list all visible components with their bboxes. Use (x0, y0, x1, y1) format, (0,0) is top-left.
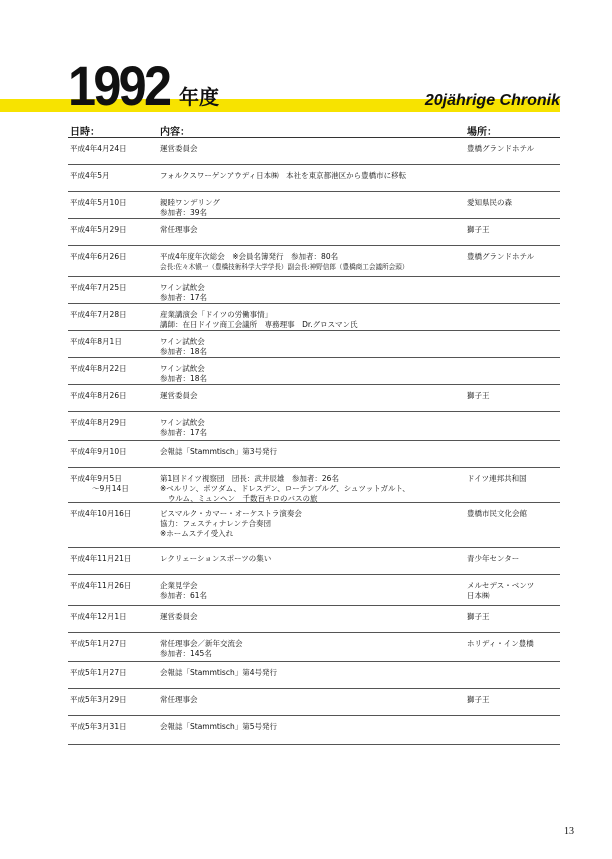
row-content-line: 会長:佐々木愼一（豊橋技術科学大学学長）副会長:神野信郎（豊橋商工会議所会頭） (160, 263, 409, 271)
row-date (70, 252, 127, 262)
row-content-line: 運営委員会 (160, 612, 198, 621)
row-content-line: 第1回ドイツ視察団 団長：武井辰雄 参加者：26名 (160, 474, 339, 483)
table-row (68, 277, 560, 304)
row-content-line: ワイン試飲会 (160, 283, 205, 292)
table-row (68, 385, 560, 412)
row-content (160, 198, 220, 218)
row-place (467, 474, 527, 484)
row-date (70, 310, 127, 320)
row-content-line: ワイン試飲会 (160, 337, 205, 346)
row-place-line: ドイツ連邦共和国 (467, 474, 527, 483)
row-date (70, 581, 131, 591)
row-place-line: 豊橋グランドホテル (467, 144, 535, 153)
row-place (467, 252, 534, 262)
column-header-row (68, 121, 560, 138)
row-date-text: 平成4年8月1日 (70, 337, 122, 346)
row-date (70, 668, 127, 678)
row-place (467, 198, 512, 208)
row-content-line: 参加者：17名 (160, 428, 208, 437)
row-content-line: 会報誌「Stammtisch」第3号発行 (160, 447, 277, 456)
table-row (68, 138, 560, 165)
row-content (160, 474, 410, 504)
table-row (68, 716, 560, 745)
row-date-text: 平成5年1月27日 (70, 639, 127, 648)
chronicle-table (68, 138, 560, 745)
row-date (70, 612, 127, 622)
row-date (70, 144, 127, 154)
row-date (70, 722, 127, 732)
row-date-text: 平成4年7月28日 (70, 310, 127, 319)
row-place-line: 獅子王 (467, 225, 490, 234)
table-row (68, 606, 560, 633)
column-header-content: 内容： (160, 127, 190, 138)
row-content (160, 509, 302, 539)
row-content-line: フォルクスワーゲンアウディ日本㈱ 本社を東京都港区から豊橋市に移転 (160, 171, 407, 180)
row-content (160, 283, 207, 303)
table-row (68, 412, 560, 441)
table-row (68, 331, 560, 358)
row-place-line: 豊橋グランドホテル (467, 252, 535, 261)
row-place-line: メルセデス・ベンツ (467, 581, 535, 590)
row-date (70, 474, 129, 494)
row-date (70, 391, 127, 401)
row-date-text: 平成5年1月27日 (70, 668, 127, 677)
row-content (160, 337, 207, 357)
row-date (70, 418, 127, 428)
row-content (160, 171, 406, 181)
row-place-line: 日本㈱ (467, 591, 490, 600)
row-date-text: 平成4年5月10日 (70, 198, 127, 207)
row-date-text: 平成4年12月1日 (70, 612, 127, 621)
row-content (160, 554, 271, 564)
table-row (68, 165, 560, 192)
row-content-line: 参加者：39名 (160, 208, 208, 217)
row-place (467, 639, 534, 649)
row-date (70, 447, 127, 457)
row-date (70, 554, 131, 564)
row-content (160, 668, 277, 678)
row-date-text: 平成4年7月25日 (70, 283, 127, 292)
row-place (467, 612, 490, 622)
row-content (160, 447, 277, 457)
table-row (68, 689, 560, 716)
row-content-line: 参加者：61名 (160, 591, 208, 600)
row-content-line: ワイン試飲会 (160, 364, 205, 373)
year-suffix: 年度 (179, 85, 219, 109)
table-row (68, 441, 560, 468)
row-content-line: ウルム、ミュンヘン 千数百キロのバスの旅 (168, 494, 318, 503)
row-date-text: 平成4年8月22日 (70, 364, 127, 373)
row-content-line: 産業講演会「ドイツの労働事情」 (160, 310, 273, 319)
table-row (68, 192, 560, 219)
row-content (160, 391, 198, 401)
row-content-line: レクリェーションスポーツの集い (160, 554, 272, 563)
row-place (467, 509, 527, 519)
row-place (467, 581, 534, 601)
row-date-text: 平成4年4月24日 (70, 144, 127, 153)
row-place (467, 391, 490, 401)
table-row (68, 575, 560, 606)
row-date-text: 平成4年9月10日 (70, 447, 127, 456)
row-date-text: 平成4年9月5日 (70, 474, 122, 483)
row-content-line: 参加者：145名 (160, 649, 212, 658)
row-place-line: 獅子王 (467, 612, 490, 621)
row-date-text: 平成5年3月31日 (70, 722, 127, 731)
column-header-date: 日時： (70, 127, 100, 138)
row-content-line: ※ベルリン、ポツダム、ドレスデン、ローテンブルグ、シュツットガルト、 (160, 484, 410, 493)
row-content (160, 695, 198, 705)
page-number: 13 (564, 826, 574, 837)
row-place (467, 554, 519, 564)
row-place-line: 獅子王 (467, 391, 490, 400)
row-content-line: 参加者：18名 (160, 374, 208, 383)
row-content-line: 会報誌「Stammtisch」第4号発行 (160, 668, 277, 677)
row-content-line: 常任理事会／新年交流会 (160, 639, 243, 648)
row-content (160, 612, 198, 622)
row-content (160, 310, 358, 330)
row-content-line: 講師：在日ドイツ商工会議所 専務理事 Dr.グロスマン氏 (160, 320, 358, 329)
row-place-line: 青少年センター (467, 554, 520, 563)
row-date-text: 平成4年8月26日 (70, 391, 127, 400)
row-date (70, 364, 127, 374)
row-date (70, 695, 127, 705)
row-date-text: 平成4年6月26日 (70, 252, 127, 261)
row-content (160, 144, 198, 154)
row-content-line: 常任理事会 (160, 225, 198, 234)
row-date (70, 283, 127, 293)
row-content-line: ワイン試飲会 (160, 418, 205, 427)
row-place-line: 豊橋市民文化会館 (467, 509, 527, 518)
row-date-text: 平成4年5月29日 (70, 225, 127, 234)
row-content-line: 参加者：17名 (160, 293, 208, 302)
row-date (70, 639, 127, 649)
row-place (467, 144, 534, 154)
row-content (160, 581, 207, 601)
row-content-line: ※ホームステイ受入れ (160, 529, 234, 538)
table-row (68, 503, 560, 548)
table-row (68, 246, 560, 277)
row-place (467, 225, 490, 235)
row-date-text: 平成4年10月16日 (70, 509, 132, 518)
row-content-line: 運営委員会 (160, 391, 198, 400)
row-content (160, 722, 277, 732)
row-content-line: 常任理事会 (160, 695, 198, 704)
row-place-line: 愛知県民の森 (467, 198, 512, 207)
chronik-title: 20jährige Chronik (424, 92, 560, 109)
row-date (70, 337, 122, 347)
table-row (68, 548, 560, 575)
year-title: 1992 (68, 54, 170, 117)
row-date-text: 平成4年8月29日 (70, 418, 127, 427)
row-content (160, 252, 408, 272)
row-date-end: ～9月14日 (92, 484, 129, 493)
row-content-line: 平成4年度年次総会 ※会員名簿発行 参加者：80名 (160, 252, 339, 261)
table-row (68, 219, 560, 246)
row-date (70, 509, 131, 519)
row-content (160, 418, 207, 438)
row-date (70, 171, 110, 181)
row-content (160, 364, 207, 384)
table-row (68, 358, 560, 385)
row-content-line: 協力：フェスティナレンテ合奏団 (160, 519, 272, 528)
row-date-text: 平成4年11月21日 (70, 554, 132, 563)
row-content-line: ビスマルク・カマー・オーケストラ演奏会 (160, 509, 302, 518)
table-row (68, 633, 560, 662)
row-date-text: 平成5年3月29日 (70, 695, 127, 704)
row-content-line: 会報誌「Stammtisch」第5号発行 (160, 722, 277, 731)
row-date (70, 198, 127, 208)
table-row (68, 304, 560, 331)
row-content-line: 運営委員会 (160, 144, 198, 153)
row-content (160, 225, 198, 235)
row-place-line: ホリディ・イン豊橋 (467, 639, 534, 648)
row-content-line: 企業見学会 (160, 581, 198, 590)
row-content-line: 参加者：18名 (160, 347, 208, 356)
table-row (68, 662, 560, 689)
row-date-text: 平成4年5月 (70, 171, 110, 180)
row-content (160, 639, 243, 659)
row-place-line: 獅子王 (467, 695, 490, 704)
row-date (70, 225, 127, 235)
table-row (68, 468, 560, 503)
row-content-line: 親睦ワンデリング (160, 198, 220, 207)
row-date-text: 平成4年11月26日 (70, 581, 132, 590)
column-header-place: 場所： (467, 127, 497, 138)
row-place (467, 695, 490, 705)
